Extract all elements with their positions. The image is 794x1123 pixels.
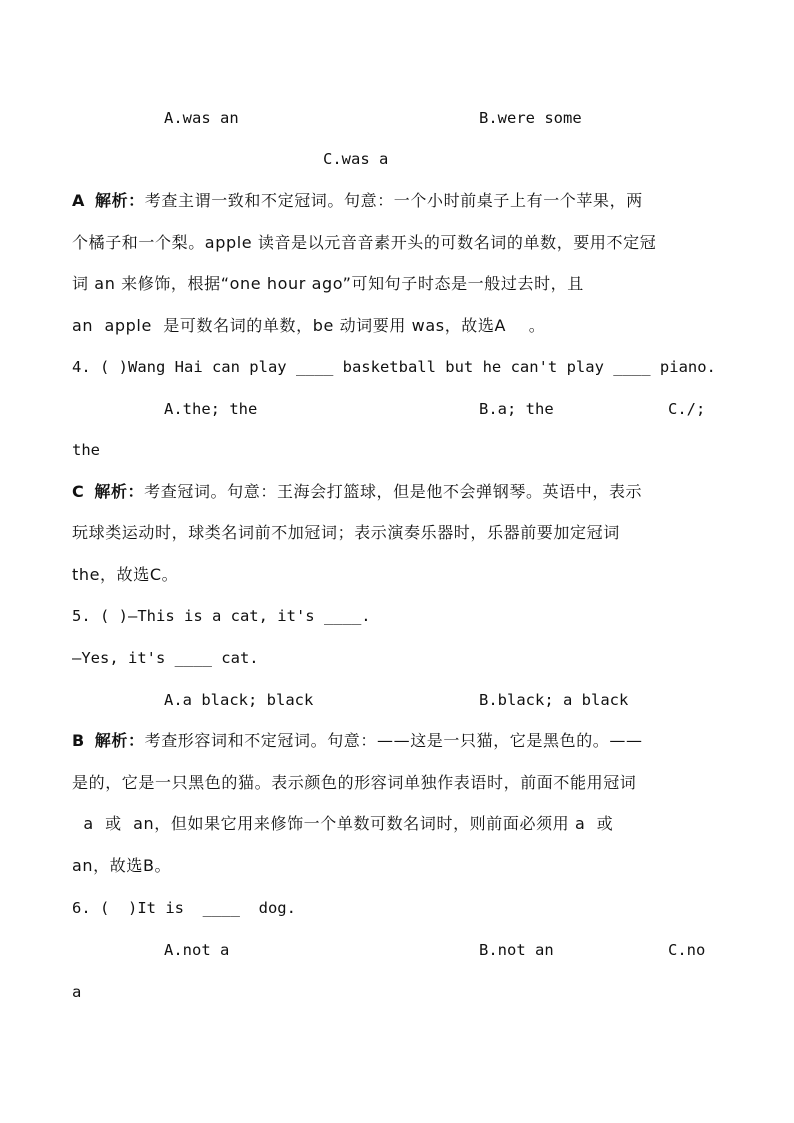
q4-explanation-line-2: 玩球类运动时，球类名词前不加冠词；表示演奏乐器时，乐器前要加定冠词 bbox=[72, 523, 620, 542]
q5-stem-line-2: —Yes, it's ____ cat. bbox=[72, 649, 259, 667]
q5-option-b: B.black; a black bbox=[479, 691, 629, 709]
q4-answer: C bbox=[72, 482, 85, 501]
q3-explanation-line-1 bbox=[72, 186, 732, 216]
q3-explanation-line-3: 词 an 来修饰，根据“one hour ago”可知句子时态是一般过去时，且 bbox=[72, 274, 584, 293]
q6-option-c: C.no bbox=[668, 941, 706, 959]
q3-option-a: A.was an bbox=[164, 109, 239, 127]
q4-option-c: C./; bbox=[668, 400, 706, 418]
q6-option-b: B.not an bbox=[479, 941, 554, 959]
q6-option-a: A.not a bbox=[164, 941, 230, 959]
q3-explanation-line-4: an apple 是可数名词的单数，be 动词要用 was，故选A 。 bbox=[72, 316, 546, 335]
q6-stem: 6. ( )It is ____ dog. bbox=[72, 899, 296, 917]
q5-explanation-line-4: an，故选B。 bbox=[72, 856, 172, 875]
q5-explanation-text-1: 考查形容词和不定冠词。句意：——这是一只猫，它是黑色的。—— bbox=[144, 731, 643, 750]
q4-explanation-text-1: 考查冠词。句意：王海会打篮球，但是他不会弹钢琴。英语中，表示 bbox=[144, 482, 643, 501]
q4-option-b: B.a; the bbox=[479, 400, 554, 418]
q6-option-c-continued: a bbox=[72, 983, 82, 1001]
q5-stem-line-1: 5. ( )—This is a cat, it's ____. bbox=[72, 607, 371, 625]
q5-option-a: A.a black; black bbox=[164, 691, 314, 709]
q3-explanation-label: 解析： bbox=[94, 191, 145, 210]
q5-explanation-line-1 bbox=[72, 726, 732, 756]
q4-stem: 4. ( )Wang Hai can play ____ basketball but he can't play ____ piano. bbox=[72, 358, 716, 376]
q3-explanation-text-1: 考查主谓一致和不定冠词。句意：一个小时前桌子上有一个苹果，两 bbox=[144, 191, 643, 210]
q4-option-a: A.the; the bbox=[164, 400, 258, 418]
q4-explanation-label: 解析： bbox=[94, 482, 145, 501]
q4-option-c-continued: the bbox=[72, 441, 100, 459]
q3-explanation-line-2: 个橘子和一个梨。apple 读音是以元音音素开头的可数名词的单数，要用不定冠 bbox=[72, 233, 657, 252]
q5-explanation-line-2: 是的，它是一只黑色的猫。表示颜色的形容词单独作表语时，前面不能用冠词 bbox=[72, 773, 637, 792]
q4-explanation-line-3: the，故选C。 bbox=[72, 565, 179, 584]
q5-answer: B bbox=[72, 731, 85, 750]
q3-option-b: B.were some bbox=[479, 109, 582, 127]
q5-explanation-label: 解析： bbox=[94, 731, 145, 750]
q4-explanation-line-1 bbox=[72, 477, 732, 507]
q5-explanation-line-3: a 或 an，但如果它用来修饰一个单数可数名词时，则前面必须用 a 或 bbox=[72, 814, 614, 833]
q3-option-c: C.was a bbox=[323, 150, 389, 168]
q3-answer: A bbox=[72, 191, 85, 210]
